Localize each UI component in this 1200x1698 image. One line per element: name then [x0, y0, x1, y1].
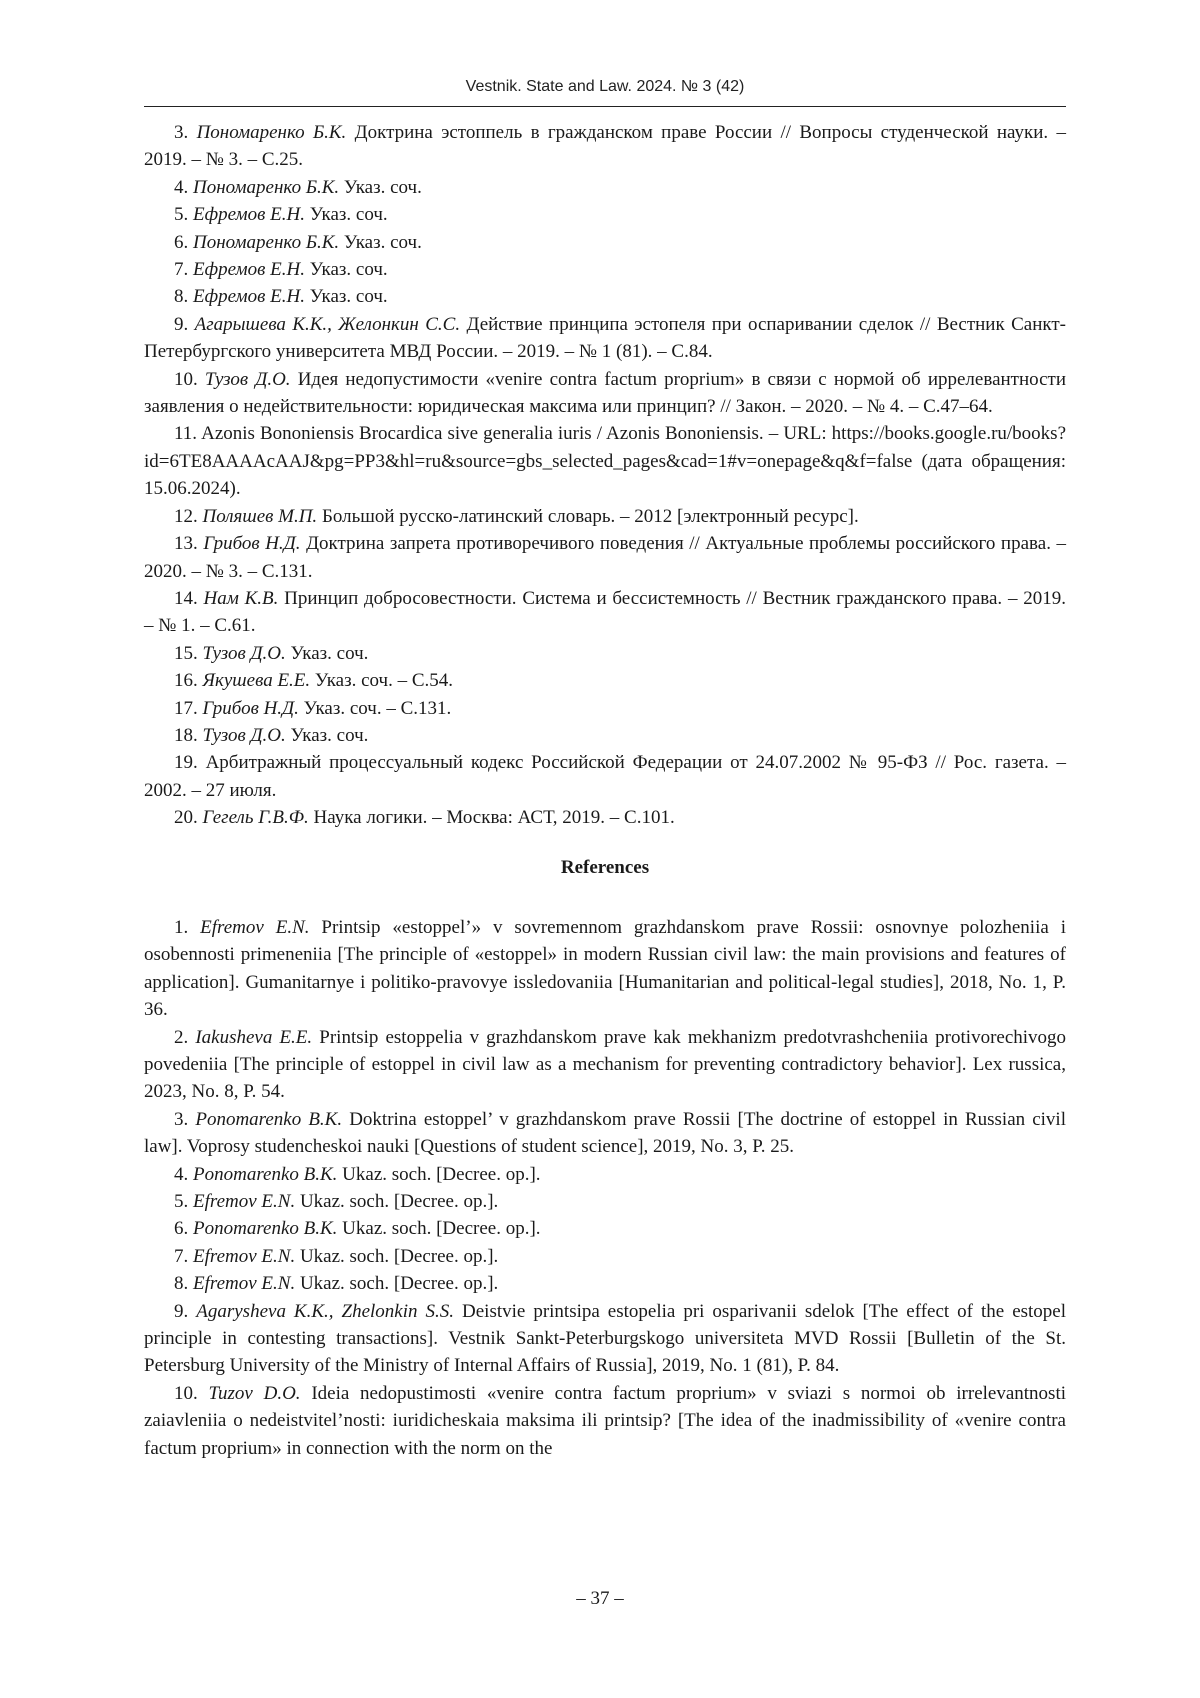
reference-item — [144, 1380, 1066, 1462]
note-item — [144, 174, 1066, 201]
entry-author: Ponomarenko B.K. — [193, 1218, 337, 1239]
entry-author: Ефремов Е.Н. — [193, 259, 305, 280]
note-item — [144, 311, 1066, 366]
entry-text: Указ. соч. — [310, 204, 388, 225]
entry-text: Ukaz. soch. [Decree. op.]. — [300, 1191, 498, 1212]
entry-text: Doktrina estoppel’ v grazhdanskom prave Rossii [The doctrine of estoppel in Russian civil law]. Voprosy studencheskoi nauki [Questions of student science], 2019, No. 3, P. 25. — [144, 1109, 1066, 1157]
entry-number: 4. — [174, 1164, 188, 1185]
note-item — [144, 420, 1066, 502]
entry-number: 3. — [174, 122, 188, 143]
entry-author: Нам К.В. — [204, 588, 279, 609]
entry-number: 5. — [174, 1191, 188, 1212]
entry-number: 18. — [174, 725, 198, 746]
entry-author: Efremov E.N. — [193, 1246, 295, 1267]
entry-number: 2. — [174, 1027, 188, 1048]
entry-number: 9. — [174, 314, 188, 335]
entry-author: Efremov E.N. — [193, 1273, 295, 1294]
entry-text: Указ. соч. — [291, 725, 369, 746]
note-item — [144, 229, 1066, 256]
entry-author: Ponomarenko B.K. — [193, 1164, 337, 1185]
entry-text: Ukaz. soch. [Decree. op.]. — [342, 1164, 540, 1185]
entry-author: Ефремов Е.Н. — [193, 204, 305, 225]
reference-item — [144, 1188, 1066, 1215]
entry-author: Гегель Г.В.Ф. — [203, 807, 309, 828]
entry-number: 3. — [174, 1109, 188, 1130]
entry-author: Пономаренко Б.К. — [193, 232, 339, 253]
entry-number: 13. — [174, 533, 198, 554]
header-rule — [144, 106, 1066, 107]
entry-text: Указ. соч. – С.54. — [315, 670, 453, 691]
note-item — [144, 119, 1066, 174]
entry-author: Агарышева К.К., Желонкин С.С. — [195, 314, 460, 335]
entry-text: Доктрина запрета противоречивого поведения // Актуальные проблемы российского права. – 2020. – № 3. – С.131. — [144, 533, 1066, 581]
entry-author: Тузов Д.О. — [203, 725, 286, 746]
entry-text: Printsip estoppelia v grazhdanskom prave kak mekhanizm predotvrashcheniia protivorechivogo povedeniia [The principle of estoppel in civil law as a mechanism for preventing contradictory behavior]. Lex russica, 2023, No. 8, P. 54. — [144, 1027, 1066, 1103]
entry-number: 5. — [174, 204, 188, 225]
reference-item — [144, 1106, 1066, 1161]
entry-number: 6. — [174, 232, 188, 253]
entry-author: Якушева Е.Е. — [203, 670, 311, 691]
entry-number: 15. — [174, 643, 198, 664]
entry-author: Тузов Д.О. — [203, 643, 286, 664]
references-heading: References — [144, 854, 1066, 881]
entry-text: Доктрина эстоппель в гражданском праве России // Вопросы студенческой науки. – 2019. – № 3. – С.25. — [144, 122, 1066, 170]
references-list — [144, 914, 1066, 1462]
entry-number: 17. — [174, 698, 198, 719]
running-header: Vestnik. State and Law. 2024. № 3 (42) — [144, 78, 1066, 96]
entry-text: Azonis Bononiensis Brocardica sive generalia iuris / Azonis Bononiensis. – URL: https://books.google.ru/books?id=6TE8AAAAcAAJ&pg=PP3&hl=ru&source=gbs_selected_pages&cad=1#v=onepage&q&f=false (дата обращения: 15.06.2024). — [144, 423, 1066, 499]
entry-author: Грибов Н.Д. — [203, 698, 299, 719]
entry-number: 12. — [174, 506, 198, 527]
page-number: – 37 – — [0, 1588, 1200, 1610]
entry-text: Ukaz. soch. [Decree. op.]. — [300, 1273, 498, 1294]
note-item — [144, 667, 1066, 694]
entry-text: Printsip «estoppel’» v sovremennom grazhdanskom prave Rossii: osnovnye polozheniia i osobennosti primeneniia [The principle of «estoppel» in modern Russian civil law: the main provisions and features of application]. Gumanitarnye i politiko-pravovye issledovaniia [Humanitarian and political-legal studies], 2018, No. 1, P. 36. — [144, 917, 1066, 1020]
entry-number: 7. — [174, 1246, 188, 1267]
entry-text: Большой русско-латинский словарь. – 2012 [электронный ресурс]. — [322, 506, 859, 527]
entry-number: 20. — [174, 807, 198, 828]
entry-author: Iakusheva E.E. — [195, 1027, 312, 1048]
entry-author: Пономаренко Б.К. — [197, 122, 347, 143]
entry-author: Efremov E.N. — [193, 1191, 295, 1212]
note-item — [144, 749, 1066, 804]
note-item — [144, 503, 1066, 530]
entry-author: Efremov E.N. — [200, 917, 309, 938]
reference-item — [144, 1298, 1066, 1380]
note-item — [144, 804, 1066, 831]
page-body — [144, 119, 1066, 1462]
entry-author: Ponomarenko B.K. — [195, 1109, 342, 1130]
entry-number: 9. — [174, 1301, 188, 1322]
note-item — [144, 283, 1066, 310]
entry-number: 8. — [174, 286, 188, 307]
note-item — [144, 695, 1066, 722]
entry-author: Пономаренко Б.К. — [193, 177, 339, 198]
entry-text: Наука логики. – Москва: АСТ, 2019. – С.101. — [314, 807, 675, 828]
note-item — [144, 256, 1066, 283]
note-item — [144, 530, 1066, 585]
entry-number: 11. — [174, 423, 197, 444]
entry-number: 7. — [174, 259, 188, 280]
entry-author: Грибов Н.Д. — [203, 533, 300, 554]
entry-text: Арбитражный процессуальный кодекс Российской Федерации от 24.07.2002 № 95-ФЗ // Рос. газета. – 2002. – 27 июля. — [144, 752, 1066, 800]
reference-item — [144, 914, 1066, 1024]
entry-number: 16. — [174, 670, 198, 691]
entry-number: 19. — [174, 752, 198, 773]
entry-text: Указ. соч. — [344, 177, 422, 198]
note-item — [144, 366, 1066, 421]
entry-text: Указ. соч. – С.131. — [304, 698, 452, 719]
entry-number: 10. — [174, 369, 198, 390]
entry-number: 6. — [174, 1218, 188, 1239]
entry-text: Deistvie printsipa estopelia pri osparivanii sdelok [The effect of the estopel principle in contesting transactions]. Vestnik Sankt-Peterburgskogo universiteta MVD Rossii [Bulletin of the St. Petersburg University of the Ministry of Internal Affairs of Russia], 2019, No. 1 (81), P. 84. — [144, 1301, 1066, 1377]
entry-number: 8. — [174, 1273, 188, 1294]
entry-text: Указ. соч. — [344, 232, 422, 253]
entry-number: 1. — [174, 917, 188, 938]
entry-text: Идея недопустимости «venire contra factum proprium» в связи с нормой об иррелевантности заявления о недействительности: юридическая максима или принцип? // Закон. – 2020. – № 4. – С.47–64. — [144, 369, 1066, 417]
reference-item — [144, 1024, 1066, 1106]
entry-author: Тузов Д.О. — [205, 369, 291, 390]
reference-item — [144, 1161, 1066, 1188]
note-item — [144, 640, 1066, 667]
entry-text: Ukaz. soch. [Decree. op.]. — [300, 1246, 498, 1267]
note-item — [144, 201, 1066, 228]
entry-number: 10. — [174, 1383, 198, 1404]
entry-text: Принцип добросовестности. Система и бессистемность // Вестник гражданского права. – 2019. – № 1. – С.61. — [144, 588, 1066, 636]
entry-text: Ideia nedopustimosti «venire contra factum proprium» v sviazi s normoi ob irrelevantnosti zaiavleniia o nedeistvitel’nosti: iuridicheskaia maksima ili printsip? [The idea of the inadmissibility of «venire contra factum proprium» in connection with the norm on the — [144, 1383, 1066, 1459]
reference-item — [144, 1215, 1066, 1242]
entry-text: Указ. соч. — [310, 259, 388, 280]
note-item — [144, 585, 1066, 640]
entry-number: 4. — [174, 177, 188, 198]
notes-list — [144, 119, 1066, 832]
entry-text: Действие принципа эстопеля при оспаривании сделок // Вестник Санкт-Петербургского университета МВД России. – 2019. – № 1 (81). – С.84. — [144, 314, 1066, 362]
note-item — [144, 722, 1066, 749]
entry-author: Ефремов Е.Н. — [193, 286, 305, 307]
entry-text: Указ. соч. — [291, 643, 369, 664]
reference-item — [144, 1243, 1066, 1270]
entry-author: Agarysheva K.K., Zhelonkin S.S. — [196, 1301, 454, 1322]
entry-text: Ukaz. soch. [Decree. op.]. — [342, 1218, 540, 1239]
entry-author: Tuzov D.O. — [209, 1383, 301, 1404]
entry-text: Указ. соч. — [310, 286, 388, 307]
reference-item — [144, 1270, 1066, 1297]
entry-author: Поляшев М.П. — [203, 506, 318, 527]
entry-number: 14. — [174, 588, 198, 609]
